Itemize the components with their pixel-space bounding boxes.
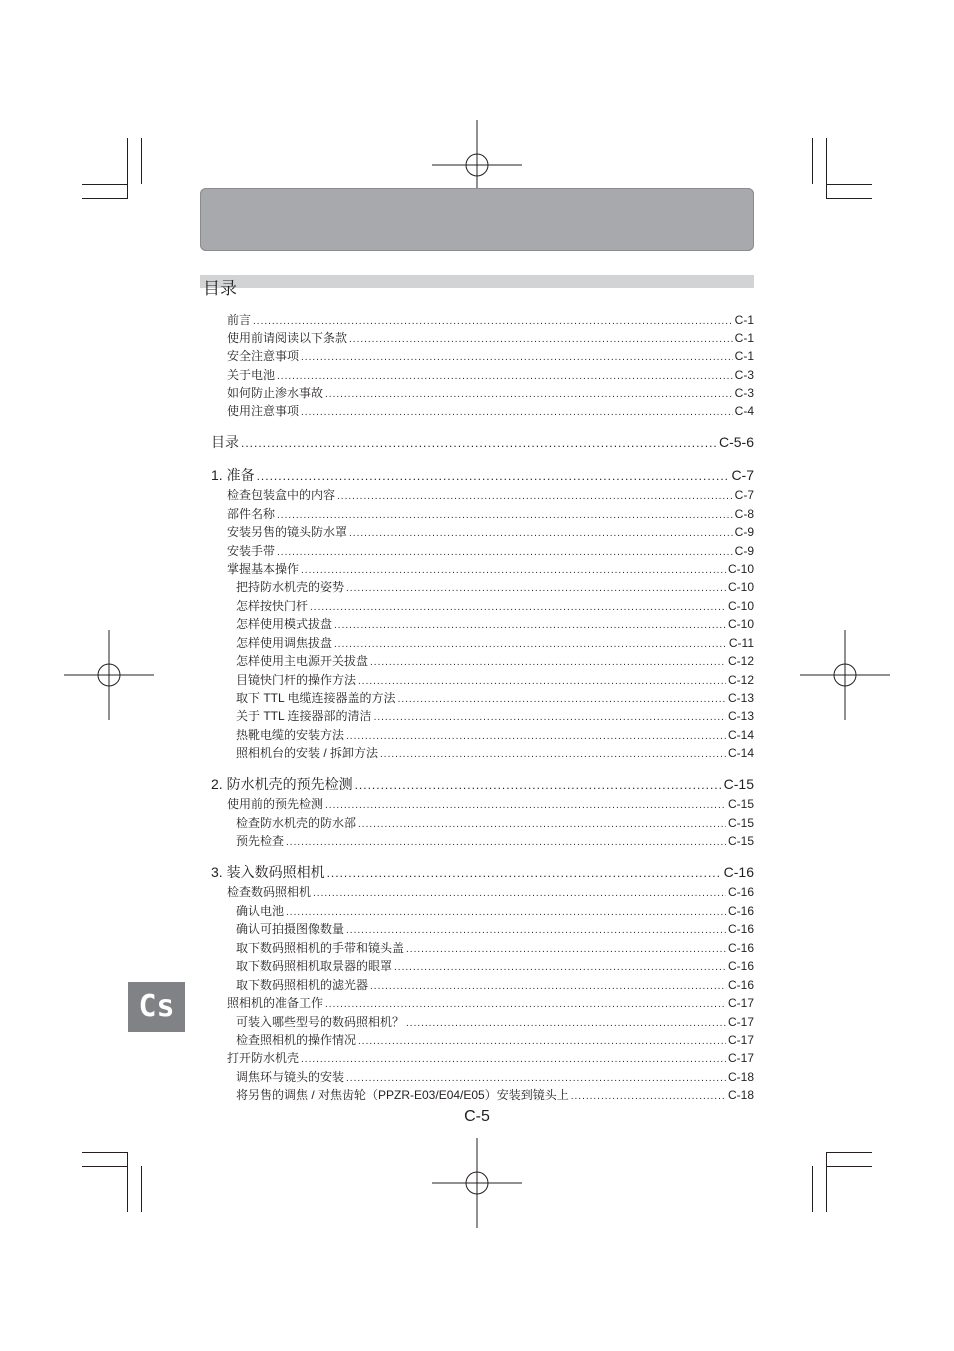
toc-entry[interactable] [236, 920, 754, 937]
toc-entry-page: C-15 [723, 776, 754, 792]
toc-entry-title: 取下数码照相机取景器的眼罩 [236, 959, 393, 973]
toc-entry-title: 怎样使用主电源开关拔盘 [236, 654, 369, 668]
toc-entry-title: 关于电池 [227, 368, 276, 382]
toc-leader-dots [325, 800, 726, 811]
toc-entry-page: C-17 [727, 1051, 754, 1065]
toc-leader-dots [571, 1091, 726, 1102]
toc-entry-title: 检查包装盒中的内容 [227, 488, 336, 502]
toc-entry[interactable] [227, 994, 754, 1011]
toc-entry[interactable] [227, 523, 754, 540]
toc-entry[interactable] [227, 883, 754, 900]
toc-leader-dots [349, 334, 733, 345]
toc-entry-page: C-14 [727, 728, 754, 742]
toc-entry-page: C-5-6 [718, 434, 754, 450]
toc-entry[interactable] [236, 1068, 754, 1085]
toc-leader-dots [334, 620, 726, 631]
toc-entry[interactable] [236, 634, 754, 651]
toc-entry[interactable] [227, 311, 754, 328]
toc-entry-page: C-10 [727, 617, 754, 631]
page-number: C-5 [464, 1108, 490, 1125]
toc-entry-page: C-10 [727, 599, 754, 613]
toc-entry-page: C-14 [727, 746, 754, 760]
toc-leader-dots [301, 352, 733, 363]
toc-entry[interactable] [227, 384, 754, 401]
toc-leader-dots [257, 469, 730, 483]
toc-entry-title: 怎样使用模式拔盘 [236, 617, 333, 631]
toc-entry-title: 取下数码照相机的滤光器 [236, 978, 369, 992]
toc-entry-page: C-16 [727, 978, 754, 992]
toc-entry[interactable] [236, 578, 754, 595]
toc-entry[interactable] [227, 366, 754, 383]
toc-entry-title: 取下数码照相机的手带和镜头盖 [236, 941, 405, 955]
toc-entry-page: C-17 [727, 996, 754, 1010]
toc-entry-title: 部件名称 [227, 507, 276, 521]
toc-entry[interactable] [236, 1031, 754, 1048]
toc-entry-page: C-4 [734, 404, 754, 418]
toc-leader-dots [406, 944, 726, 955]
toc-entry-page: C-3 [734, 368, 754, 382]
toc-entry-title: 使用注意事项 [227, 404, 300, 418]
toc-leader-dots [394, 962, 726, 973]
toc-leader-dots [346, 583, 726, 594]
toc-entry-title: 打开防水机壳 [227, 1051, 300, 1065]
toc-entry-page: C-17 [727, 1033, 754, 1047]
toc-entry-title: 使用前请阅读以下条款 [227, 331, 348, 345]
toc-entry-title: 预先检查 [236, 834, 285, 848]
toc-entry-page: C-1 [734, 313, 754, 327]
toc-entry[interactable] [236, 832, 754, 849]
toc-entry[interactable] [211, 465, 754, 484]
toc-entry-page: C-11 [728, 636, 754, 650]
toc-entry[interactable] [227, 795, 754, 812]
toc-leader-dots [349, 528, 733, 539]
toc-entry-page: C-9 [734, 544, 754, 558]
toc-leader-dots [301, 407, 733, 418]
toc-entry-page: C-9 [734, 525, 754, 539]
toc-entry[interactable] [227, 402, 754, 419]
toc-entry-title: 可装入哪些型号的数码照相机？ [236, 1015, 405, 1029]
toc-entry-title: 检查防水机壳的防水部 [236, 816, 357, 830]
toc-entry[interactable] [227, 542, 754, 559]
language-tab: Cs [128, 982, 185, 1032]
toc-leader-dots [325, 999, 726, 1010]
toc-entry[interactable] [236, 814, 754, 831]
toc-leader-dots [277, 371, 733, 382]
toc-entry-page: C-15 [727, 816, 754, 830]
toc-entry-title: 把持防水机壳的姿势 [236, 580, 345, 594]
toc-entry-page: C-10 [727, 580, 754, 594]
toc-entry-title: 前言 [227, 313, 252, 327]
toc-entry-title: 照相机台的安装 / 拆卸方法 [236, 746, 379, 760]
toc-entry-page: C-16 [727, 941, 754, 955]
toc-entry[interactable] [236, 1086, 754, 1103]
toc-leader-dots [358, 819, 726, 830]
toc-entry[interactable] [236, 652, 754, 669]
toc-entry-title: 将另售的调焦 / 对焦齿轮（PPZR-E03/E04/E05）安装到镜头上 [236, 1088, 569, 1102]
toc-entry-title: 照相机的准备工作 [227, 996, 324, 1010]
toc-entry-title: 怎样使用调焦拔盘 [236, 636, 333, 650]
toc-leader-dots [286, 837, 726, 848]
toc-entry[interactable] [227, 347, 754, 364]
toc-entry-title: 安装另售的镜头防水罩 [227, 525, 348, 539]
toc-entry[interactable] [211, 774, 754, 793]
toc-leader-dots [277, 547, 733, 558]
toc-leader-dots [313, 888, 726, 899]
toc-leader-dots [370, 981, 726, 992]
toc-entry-title: 检查照相机的操作情况 [236, 1033, 357, 1047]
toc-entry[interactable] [211, 862, 754, 881]
toc-entry[interactable] [236, 976, 754, 993]
toc-leader-dots [241, 436, 717, 450]
toc-entry-page: C-13 [727, 709, 754, 723]
toc-entry-title: 安全注意事项 [227, 349, 300, 363]
toc-entry[interactable] [227, 486, 754, 503]
toc-leader-dots [327, 866, 722, 880]
toc-leader-dots [334, 639, 727, 650]
toc-entry-page: C-16 [727, 885, 754, 899]
toc-leader-dots [358, 1036, 726, 1047]
toc-entry-page: C-16 [723, 864, 754, 880]
toc-entry-title: 如何防止渗水事故 [227, 386, 324, 400]
toc-entry-title: 安装手带 [227, 544, 276, 558]
toc-entry-page: C-15 [727, 834, 754, 848]
toc-entry-page: C-16 [727, 959, 754, 973]
toc-entry-title: 确认电池 [236, 904, 285, 918]
toc-entry[interactable] [236, 744, 754, 761]
toc-entry[interactable] [236, 615, 754, 632]
toc-entry-title: 检查数码照相机 [227, 885, 312, 899]
toc-entry-page: C-7 [734, 488, 754, 502]
toc-entry-page: C-18 [727, 1088, 754, 1102]
toc-leader-dots [346, 731, 726, 742]
toc-entry-title: 掌握基本操作 [227, 562, 300, 576]
toc-leader-dots [301, 1054, 726, 1065]
toc-entry-title: 3. 装入数码照相机 [211, 864, 325, 880]
toc-entry-page: C-7 [731, 467, 754, 483]
toc-entry-page: C-1 [734, 349, 754, 363]
toc-entry-page: C-10 [727, 562, 754, 576]
toc-entry[interactable] [236, 707, 754, 724]
toc-entry[interactable] [227, 560, 754, 577]
toc-leader-dots [406, 1018, 726, 1029]
toc-entry-page: C-16 [727, 922, 754, 936]
toc-entry-page: C-17 [727, 1015, 754, 1029]
toc-leader-dots [253, 316, 733, 327]
toc-entry[interactable] [227, 1049, 754, 1066]
toc-entry-page: C-16 [727, 904, 754, 918]
toc-leader-dots [301, 565, 726, 576]
toc-entry-title: 取下 TTL 电缆连接器盖的方法 [236, 691, 396, 705]
toc-entry-title: 确认可拍摄图像数量 [236, 922, 345, 936]
toc-entry[interactable] [236, 1013, 754, 1030]
toc-entry-title: 目录 [211, 434, 239, 450]
toc-leader-dots [346, 925, 726, 936]
toc-leader-dots [277, 510, 733, 521]
toc-entry-title: 关于 TTL 连接器部的清洁 [236, 709, 372, 723]
toc-leader-dots [286, 907, 726, 918]
toc-leader-dots [346, 1073, 726, 1084]
toc-entry-title: 调焦环与镜头的安装 [236, 1070, 345, 1084]
toc-entry-title: 怎样按快门杆 [236, 599, 309, 613]
toc-entry-title: 1. 准备 [211, 467, 255, 483]
toc-entry-title: 热靴电缆的安装方法 [236, 728, 345, 742]
toc-entry[interactable] [236, 902, 754, 919]
toc-entry[interactable] [236, 689, 754, 706]
toc-entry[interactable] [236, 939, 754, 956]
toc-entry-page: C-12 [727, 654, 754, 668]
toc-entry-page: C-12 [727, 673, 754, 687]
toc-entry-title: 使用前的预先检测 [227, 797, 324, 811]
toc-entry-page: C-1 [734, 331, 754, 345]
toc-entry[interactable] [236, 671, 754, 688]
toc-entry[interactable] [227, 329, 754, 346]
toc-leader-dots [398, 694, 726, 705]
toc-entry-page: C-13 [727, 691, 754, 705]
toc-leader-dots [374, 712, 726, 723]
toc-leader-dots [358, 676, 726, 687]
toc-entry[interactable] [227, 505, 754, 522]
toc-entry[interactable] [236, 957, 754, 974]
toc-leader-dots [380, 749, 726, 760]
toc-leader-dots [337, 491, 733, 502]
toc-entry[interactable] [211, 432, 754, 451]
toc-leader-dots [325, 389, 733, 400]
toc-entry-page: C-8 [734, 507, 754, 521]
toc-entry[interactable] [236, 597, 754, 614]
toc-entry-title: 目镜快门杆的操作方法 [236, 673, 357, 687]
toc-entry-title: 2. 防水机壳的预先检测 [211, 776, 353, 792]
toc-leader-dots [310, 602, 726, 613]
toc-entry-page: C-15 [727, 797, 754, 811]
toc-leader-dots [355, 778, 722, 792]
toc-heading: 目录 [203, 279, 237, 298]
toc-entry-page: C-3 [734, 386, 754, 400]
toc-leader-dots [370, 657, 726, 668]
toc-entry[interactable] [236, 726, 754, 743]
toc-entry-page: C-18 [727, 1070, 754, 1084]
